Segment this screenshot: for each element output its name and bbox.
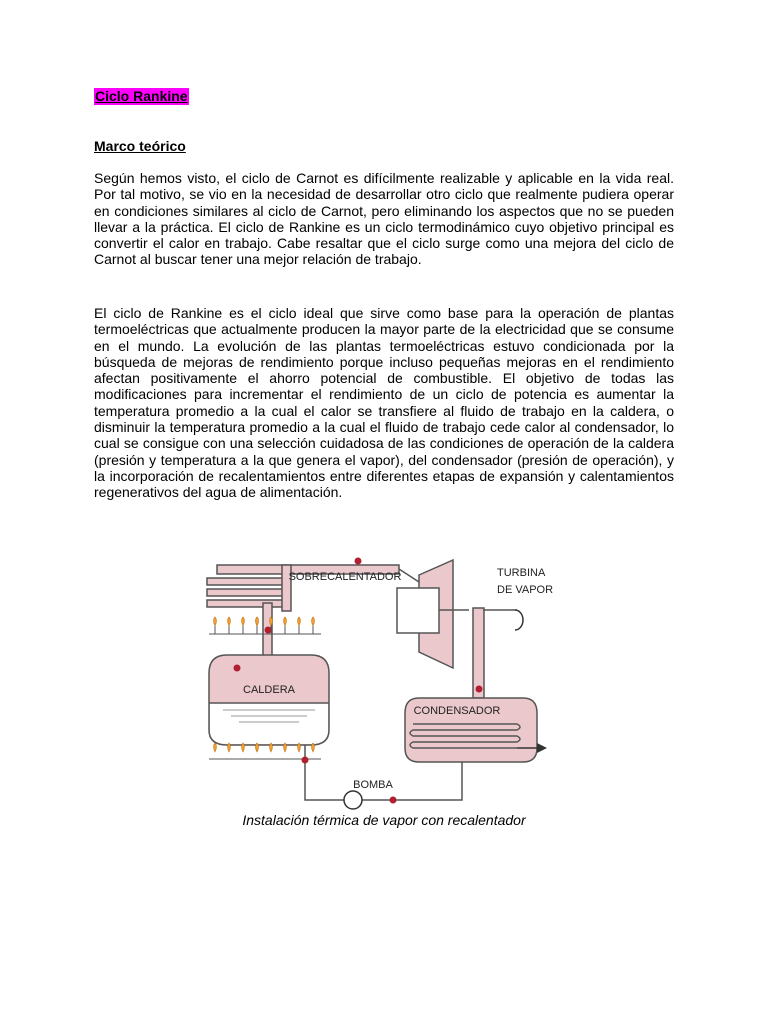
superheater-label: SOBRECALENTADOR xyxy=(288,571,402,583)
turbine-exhaust-pipe xyxy=(473,608,484,698)
rankine-diagram xyxy=(197,548,554,810)
turbine-label-line2: DE VAPOR xyxy=(497,584,554,596)
state-dot xyxy=(265,627,272,634)
pump-label: BOMBA xyxy=(353,779,393,791)
turbine-label-line1: TURBINA xyxy=(497,567,546,579)
boiler-label: CALDERA xyxy=(243,684,295,696)
section-heading: Marco teórico xyxy=(94,138,186,154)
paragraph-rankine: El ciclo de Rankine es el ciclo ideal que sirve como base para la operación de plantas termoeléctricas que actualmente producen la mayor parte de la electricidad que se consume en el mundo. La evolución de las plantas termoeléctricas estuvo condicionada por la búsqueda de mejoras de rendimiento porque incluso pequeñas mejoras en el rendimiento afectan positivamente el ahorro potencial de combustible. El objetivo de todas las modificaciones para incrementar el rendimiento de un ciclo de potencia es aumentar la temperatura promedio a la cual el calor se transfiere al fluido de trabajo en la caldera, o disminuir la temperatura promedio a la cual el fluido de trabajo cede calor al condensador, lo cual se consigue con una selección cuidadosa de las condiciones de operación de la caldera (presión y temperatura a la que genera el vapor), del condensador (presión de operación), y la incorporación de recalentamientos entre diferentes etapas de expansión y calentamientos regenerativos del agua de alimentación. xyxy=(94,305,674,501)
pump-inlet-pipe xyxy=(305,745,345,800)
boiler-water xyxy=(210,703,328,744)
superheater-tube-3 xyxy=(207,600,285,607)
pump-icon xyxy=(344,791,362,809)
turbine-rotation-arrow xyxy=(515,610,523,630)
superheater-tube-1 xyxy=(207,578,285,585)
cooling-water-arrow-icon xyxy=(537,743,547,753)
turbine-inner xyxy=(397,588,439,633)
state-dot xyxy=(476,686,483,693)
state-dot xyxy=(355,558,362,565)
figure-caption: Instalación térmica de vapor con recalentador xyxy=(242,812,526,828)
paragraph-intro: Según hemos visto, el ciclo de Carnot es difícilmente realizable y aplicable en la vida real. Por tal motivo, se vio en la necesidad de desarrollar otro ciclo que realmente pudiera operar en condiciones similares al ciclo de Carnot, pero eliminando los aspectos que no se pueden llevar a la práctica. El ciclo de Rankine es un ciclo termodinámico cuyo objetivo principal es convertir el calor en trabajo. Cabe resaltar que el ciclo surge como una mejora del ciclo de Carnot al buscar tener una mejor relación de trabajo. xyxy=(94,170,674,268)
superheater-tube-2 xyxy=(207,589,285,596)
document-title: Ciclo Rankine xyxy=(95,88,188,104)
condenser-label: CONDENSADOR xyxy=(413,705,501,717)
state-dot xyxy=(302,757,309,764)
state-dot xyxy=(234,665,241,672)
state-dot xyxy=(390,797,397,804)
